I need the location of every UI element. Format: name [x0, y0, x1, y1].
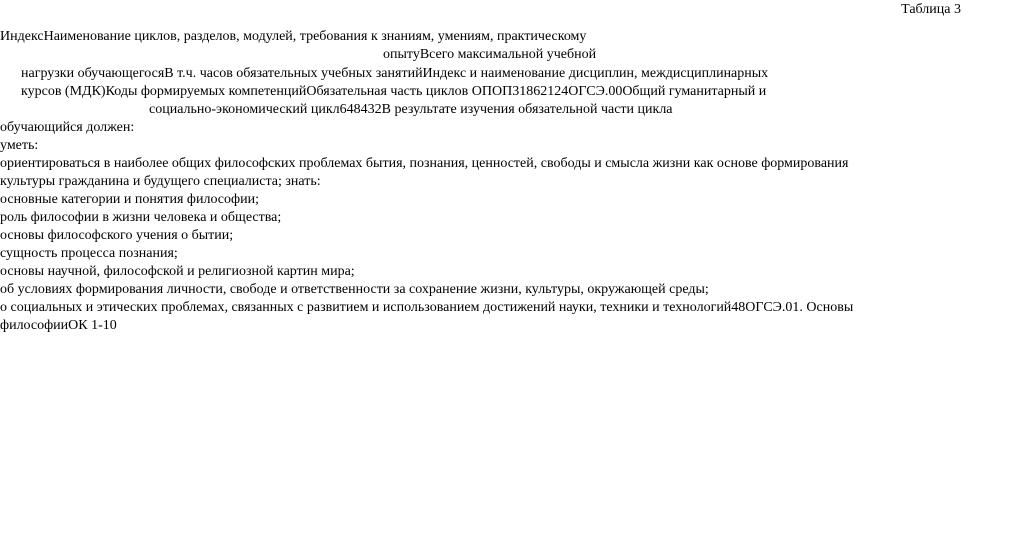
- text-line-know-1: основные категории и понятия философии;: [0, 192, 259, 207]
- text-line-header-4: курсов (МДК)Коды формируемых компетенцийОбязательная часть циклов ОПОП31862124ОГСЭ.00Общий гуманитарный и: [21, 84, 767, 99]
- text-line-know-4: сущность процесса познания;: [0, 246, 178, 261]
- text-line-header-5: социально-экономический цикл648432В результате изучения обязательной части цикла: [149, 102, 673, 117]
- table-label: Таблица 3: [901, 2, 961, 17]
- text-line-know-5: основы научной, философской и религиозной картин мира;: [0, 264, 355, 279]
- text-line-header-2: опытуВсего максимальной учебной: [383, 47, 597, 62]
- text-line-header-3: нагрузки обучающегосяВ т.ч. часов обязательных учебных занятийИндекс и наименование дисциплин, междисциплинарных: [21, 66, 769, 81]
- text-line-know-3: основы философского учения о бытии;: [0, 228, 234, 243]
- text-line-student-must: обучающийся должен:: [0, 120, 135, 135]
- text-line-skill-1: ориентироваться в наиболее общих философских проблемах бытия, познания, ценностей, свободы и смысла жизни как основе формирования: [0, 156, 849, 171]
- text-line-know-7: о социальных и этических проблемах, связанных с развитием и использованием достижений науки, техники и технологий48ОГСЭ.01. Основы: [0, 300, 854, 315]
- text-line-header-1: ИндексНаименование циклов, разделов, модулей, требования к знаниям, умениям, практическому: [0, 29, 587, 44]
- text-line-know-2: роль философии в жизни человека и общества;: [0, 210, 282, 225]
- text-line-be-able: уметь:: [0, 138, 39, 153]
- text-line-know-6: об условиях формирования личности, свободе и ответственности за сохранение жизни, культуры, окружающей среды;: [0, 282, 709, 297]
- text-line-competencies: философииОК 1-10: [0, 318, 117, 333]
- text-line-skill-2: культуры гражданина и будущего специалиста; знать:: [0, 174, 321, 189]
